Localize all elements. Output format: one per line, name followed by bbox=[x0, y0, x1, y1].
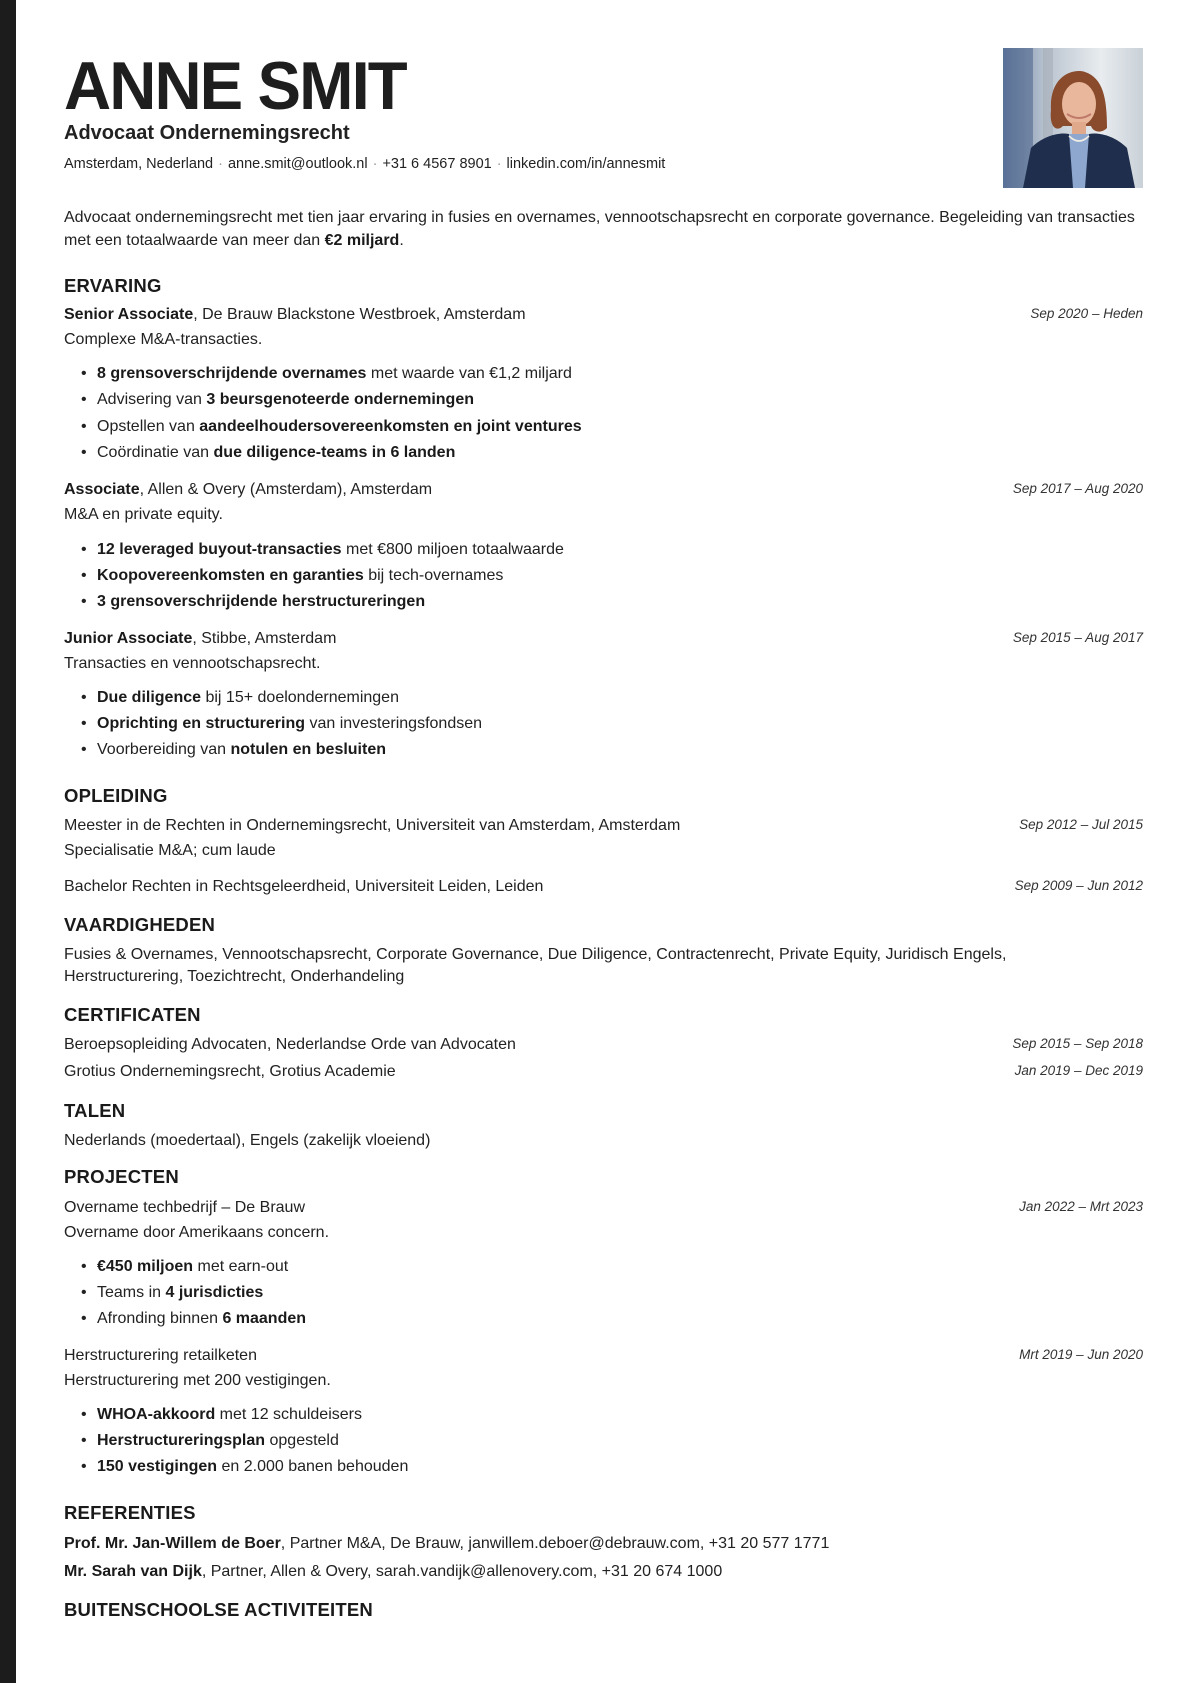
list-item: • Due diligence bij 15+ doelondernemingen bbox=[64, 688, 399, 708]
job-org: , Allen & Overy (Amsterdam), Amsterdam bbox=[139, 481, 433, 498]
separator: · bbox=[218, 156, 223, 172]
certificate-dates: Sep 2015 – Sep 2018 bbox=[1012, 1036, 1143, 1051]
list-item: • Voorbereiding van notulen en besluiten bbox=[64, 740, 386, 760]
job-role: Junior Associate bbox=[64, 630, 193, 647]
section-heading-projects: PROJECTEN bbox=[64, 1166, 179, 1187]
reference-name: Prof. Mr. Jan-Willem de Boer bbox=[64, 1535, 281, 1552]
profile-photo bbox=[1003, 48, 1143, 188]
project-title: Herstructurering retailketen bbox=[64, 1347, 257, 1364]
job-org: , Stibbe, Amsterdam bbox=[192, 630, 337, 647]
section-heading-extracurricular: BUITENSCHOOLSE ACTIVITEITEN bbox=[64, 1599, 373, 1620]
job-title: Advocaat Ondernemingsrecht bbox=[64, 122, 350, 144]
summary-text: Advocaat ondernemingsrecht met tien jaar ervaring in fusies en overnames, vennootschapsrecht en corporate governance. Begeleiding van transacties met een totaalwaarde van meer dan bbox=[64, 209, 1135, 249]
list-item: • Opstellen van aandeelhoudersovereenkomsten en joint ventures bbox=[64, 417, 582, 437]
project-description: Overname door Amerikaans concern. bbox=[64, 1224, 330, 1241]
certificate-title: Grotius Ondernemingsrecht, Grotius Academie bbox=[64, 1063, 396, 1080]
reference-details: , Partner, Allen & Overy, sarah.vandijk@allenovery.com, +31 20 674 1000 bbox=[201, 1563, 723, 1580]
certificate-dates: Jan 2019 – Dec 2019 bbox=[1014, 1063, 1143, 1078]
project-description: Herstructurering met 200 vestigingen. bbox=[64, 1372, 331, 1389]
list-item: • 12 leveraged buyout-transacties met €800 miljoen totaalwaarde bbox=[64, 540, 564, 560]
section-heading-skills: VAARDIGHEDEN bbox=[64, 914, 216, 935]
list-item: • WHOA-akkoord met 12 schuldeisers bbox=[64, 1405, 362, 1425]
education-dates: Sep 2012 – Jul 2015 bbox=[1019, 817, 1143, 832]
list-item: • 150 vestigingen en 2.000 banen behouden bbox=[64, 1457, 408, 1477]
list-item: • Oprichting en structurering van investeringsfondsen bbox=[64, 714, 482, 734]
job-header bbox=[64, 305, 526, 325]
reference-details: , Partner M&A, De Brauw, janwillem.deboer@debrauw.com, +31 20 577 1771 bbox=[280, 1535, 830, 1552]
list-item: • 8 grensoverschrijdende overnames met waarde van €1,2 miljard bbox=[64, 364, 572, 384]
education-dates: Sep 2009 – Jun 2012 bbox=[1014, 878, 1143, 893]
education-note: Specialisatie M&A; cum laude bbox=[64, 842, 276, 859]
summary-end: . bbox=[399, 232, 404, 249]
reference-item bbox=[64, 1534, 829, 1554]
left-edge-bar bbox=[0, 0, 16, 1683]
list-item: • Herstructureringsplan opgesteld bbox=[64, 1431, 339, 1451]
reference-item bbox=[64, 1562, 722, 1582]
contact-phone[interactable]: +31 6 4567 8901 bbox=[382, 156, 492, 172]
separator: · bbox=[496, 156, 502, 172]
list-item: • 3 grensoverschrijdende herstructureringen bbox=[64, 592, 425, 612]
job-role: Associate bbox=[64, 481, 140, 498]
reference-name: Mr. Sarah van Dijk bbox=[64, 1563, 202, 1580]
education-title: Meester in de Rechten in Ondernemingsrecht, Universiteit van Amsterdam, Amsterdam bbox=[64, 817, 681, 834]
project-title: Overname techbedrijf – De Brauw bbox=[64, 1199, 305, 1216]
skills-line: Fusies & Overnames, Vennootschapsrecht, Corporate Governance, Due Diligence, Contractenrecht, Private Equity, Juridisch Engels, bbox=[64, 946, 1007, 963]
list-item: • Advisering van 3 beursgenoteerde ondernemingen bbox=[64, 390, 474, 410]
list-item: • Afronding binnen 6 maanden bbox=[64, 1309, 306, 1329]
contact-location: Amsterdam, Nederland bbox=[64, 156, 214, 172]
job-description: Complexe M&A-transacties. bbox=[64, 331, 263, 348]
contact-email[interactable]: anne.smit@outlook.nl bbox=[227, 156, 368, 172]
contact-linkedin[interactable]: linkedin.com/in/annesmit bbox=[506, 156, 666, 172]
job-org: , De Brauw Blackstone Westbroek, Amsterdam bbox=[193, 306, 526, 323]
languages-text: Nederlands (moedertaal), Engels (zakelijk vloeiend) bbox=[64, 1132, 431, 1149]
list-item: • Teams in 4 jurisdicties bbox=[64, 1283, 263, 1303]
job-dates: Sep 2020 – Heden bbox=[1030, 306, 1143, 321]
job-header bbox=[64, 629, 336, 649]
project-dates: Mrt 2019 – Jun 2020 bbox=[1019, 1347, 1143, 1362]
job-description: M&A en private equity. bbox=[64, 506, 223, 523]
job-dates: Sep 2017 – Aug 2020 bbox=[1012, 481, 1143, 496]
education-title: Bachelor Rechten in Rechtsgeleerdheid, Universiteit Leiden, Leiden bbox=[64, 878, 544, 895]
profile-summary bbox=[64, 206, 1143, 252]
section-heading-education: OPLEIDING bbox=[64, 785, 168, 806]
job-description: Transacties en vennootschapsrecht. bbox=[64, 655, 321, 672]
section-heading-experience: ERVARING bbox=[64, 275, 162, 296]
section-heading-references: REFERENTIES bbox=[64, 1502, 196, 1523]
job-header bbox=[64, 480, 432, 500]
contact-line bbox=[64, 156, 665, 172]
list-item: • €450 miljoen met earn-out bbox=[64, 1257, 288, 1277]
separator: · bbox=[372, 156, 378, 172]
summary-highlight: €2 miljard bbox=[324, 232, 400, 249]
skills-line: Herstructurering, Toezichtrecht, Onderhandeling bbox=[64, 968, 405, 985]
section-heading-certificates: CERTIFICATEN bbox=[64, 1004, 201, 1025]
certificate-title: Beroepsopleiding Advocaten, Nederlandse Orde van Advocaten bbox=[64, 1036, 516, 1053]
section-heading-languages: TALEN bbox=[64, 1100, 126, 1121]
project-dates: Jan 2022 – Mrt 2023 bbox=[1019, 1199, 1143, 1214]
job-dates: Sep 2015 – Aug 2017 bbox=[1012, 630, 1143, 645]
portrait-image-icon bbox=[1003, 48, 1143, 188]
list-item: • Koopovereenkomsten en garanties bij tech-overnames bbox=[64, 566, 503, 586]
candidate-name: ANNE SMIT bbox=[64, 48, 406, 124]
list-item: • Coördinatie van due diligence-teams in 6 landen bbox=[64, 443, 455, 463]
job-role: Senior Associate bbox=[64, 306, 194, 323]
